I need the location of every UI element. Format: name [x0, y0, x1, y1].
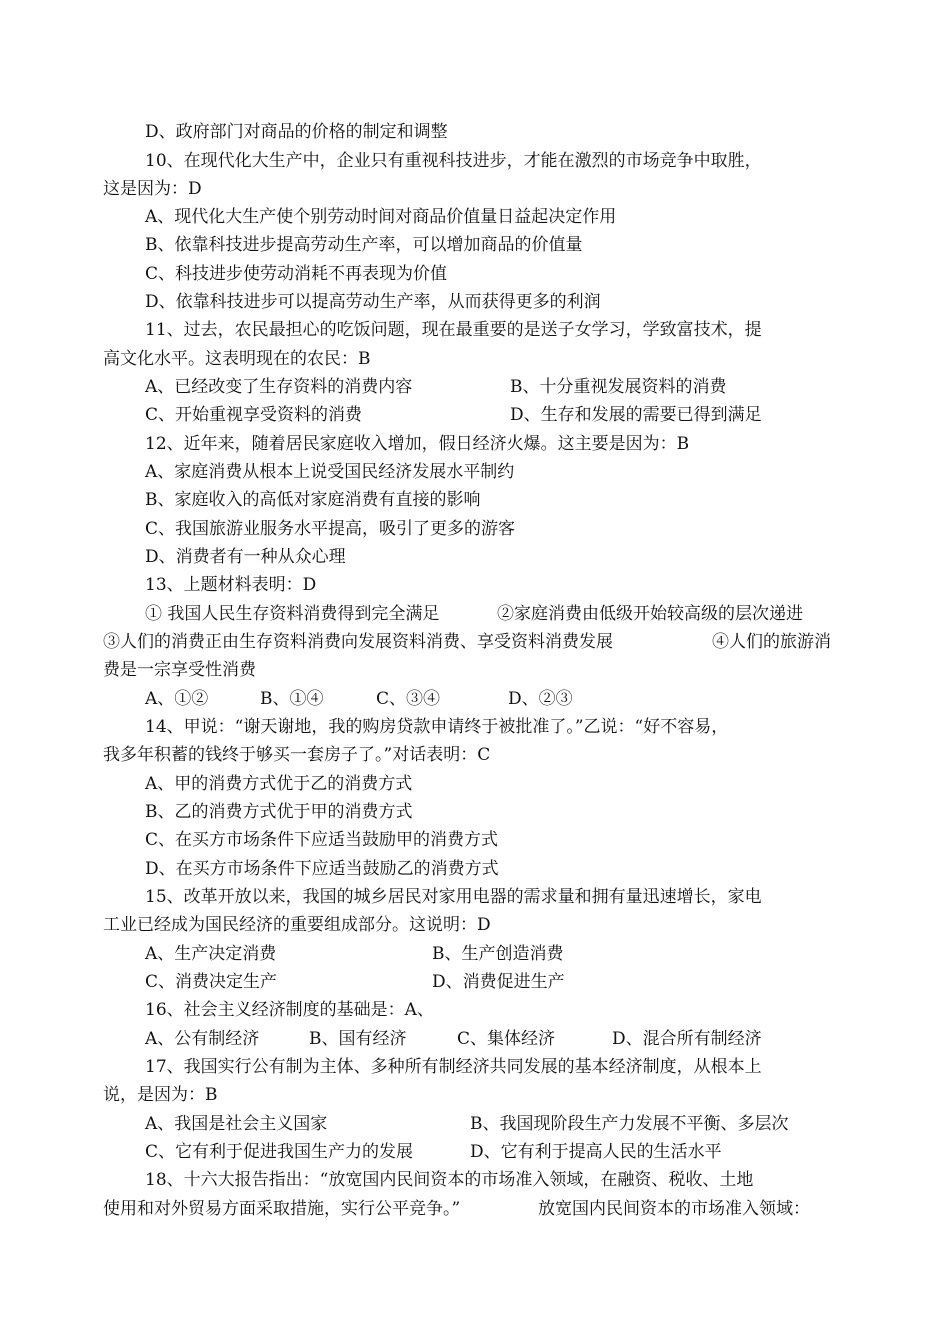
option-c: C、它有利于促进我国生产力的发展: [145, 1142, 414, 1162]
text-line: 我多年积蓄的钱终于够买一套房子了。”对话表明：C: [103, 745, 491, 765]
option-a: A、甲的消费方式优于乙的消费方式: [145, 774, 413, 794]
option-c: C、开始重视享受资料的消费: [145, 405, 363, 425]
question-12: 12、近年来，随着居民家庭收入增加，假日经济火爆。这主要是因为：B: [145, 434, 690, 454]
text-line: 使用和对外贸易方面采取措施，实行公平竞争。”: [103, 1199, 461, 1219]
option-a: A、公有制经济: [145, 1029, 260, 1049]
option-d: D、依靠科技进步可以提高劳动生产率，从而获得更多的利润: [145, 292, 601, 312]
option-d: D、消费促进生产: [432, 972, 565, 992]
option-d: D、生存和发展的需要已得到满足: [510, 405, 762, 425]
option-d: D、它有利于提高人民的生活水平: [470, 1142, 722, 1162]
question-16: 16、社会主义经济制度的基础是：A、: [145, 1000, 434, 1020]
option-c: C、消费决定生产: [145, 972, 278, 992]
option-c: C、科技进步使劳动消耗不再表现为价值: [145, 264, 448, 284]
option-c: C、③④: [376, 689, 441, 709]
option-a: A、已经改变了生存资料的消费内容: [145, 377, 413, 397]
option-d: D、混合所有制经济: [612, 1029, 762, 1049]
option-a: A、家庭消费从根本上说受国民经济发展水平制约: [145, 462, 515, 482]
option-a: A、生产决定消费: [145, 944, 277, 964]
option-b: B、乙的消费方式优于甲的消费方式: [145, 802, 413, 822]
text-line: 工业已经成为国民经济的重要组成部分。这说明：D: [103, 915, 491, 935]
option-b: B、十分重视发展资料的消费: [510, 377, 727, 397]
statement-3: ③人们的消费正由生存资料消费向发展资料消费、享受资料消费发展: [103, 632, 613, 652]
option-b: B、家庭收入的高低对家庭消费有直接的影响: [145, 490, 481, 510]
option-b: B、我国现阶段生产力发展不平衡、多层次: [470, 1114, 789, 1134]
statement-4: ④人们的旅游消: [712, 632, 831, 652]
text-line: 放宽国内民间资本的市场准入领域：: [538, 1199, 810, 1219]
question-15: 15、改革开放以来，我国的城乡居民对家用电器的需求量和拥有量迅速增长，家电: [145, 887, 762, 907]
question-18: 18、十六大报告指出：“放宽国内民间资本的市场准入领域，在融资、税收、土地: [145, 1170, 754, 1190]
question-17: 17、我国实行公有制为主体、多种所有制经济共同发展的基本经济制度，从根本上: [145, 1057, 762, 1077]
text-line: 费是一宗享受性消费: [103, 660, 256, 680]
text-line: D、政府部门对商品的价格的制定和调整: [145, 122, 448, 142]
statement-1: ① 我国人民生存资料消费得到完全满足: [145, 604, 440, 624]
option-d: D、消费者有一种从众心理: [145, 547, 346, 567]
option-a: A、我国是社会主义国家: [145, 1114, 328, 1134]
question-10: 10、在现代化大生产中，企业只有重视科技进步，才能在激烈的市场竞争中取胜，: [145, 151, 762, 171]
text-line: 这是因为：D: [103, 179, 202, 199]
option-b: B、生产创造消费: [432, 944, 564, 964]
question-13: 13、上题材料表明：D: [145, 575, 317, 595]
option-d: D、②③: [508, 689, 573, 709]
option-d: D、在买方市场条件下应适当鼓励乙的消费方式: [145, 859, 499, 879]
option-c: C、集体经济: [457, 1029, 556, 1049]
option-c: C、在买方市场条件下应适当鼓励甲的消费方式: [145, 830, 499, 850]
option-c: C、我国旅游业服务水平提高，吸引了更多的游客: [145, 519, 516, 539]
option-b: B、国有经济: [309, 1029, 407, 1049]
question-14: 14、甲说：“谢天谢地，我的购房贷款申请终于被批准了。”乙说：“好不容易，: [145, 717, 729, 737]
statement-2: ②家庭消费由低级开始较高级的层次递进: [497, 604, 803, 624]
text-line: 说，是因为：B: [103, 1085, 218, 1105]
option-b: B、依靠科技进步提高劳动生产率，可以增加商品的价值量: [145, 235, 583, 255]
option-a: A、①②: [145, 689, 209, 709]
option-b: B、①④: [260, 689, 324, 709]
text-line: 高文化水平。这表明现在的农民：B: [103, 349, 371, 369]
option-a: A、现代化大生产使个别劳动时间对商品价值量日益起决定作用: [145, 207, 617, 227]
question-11: 11、过去，农民最担心的吃饭问题，现在最重要的是送子女学习，学致富技术，提: [145, 320, 762, 340]
